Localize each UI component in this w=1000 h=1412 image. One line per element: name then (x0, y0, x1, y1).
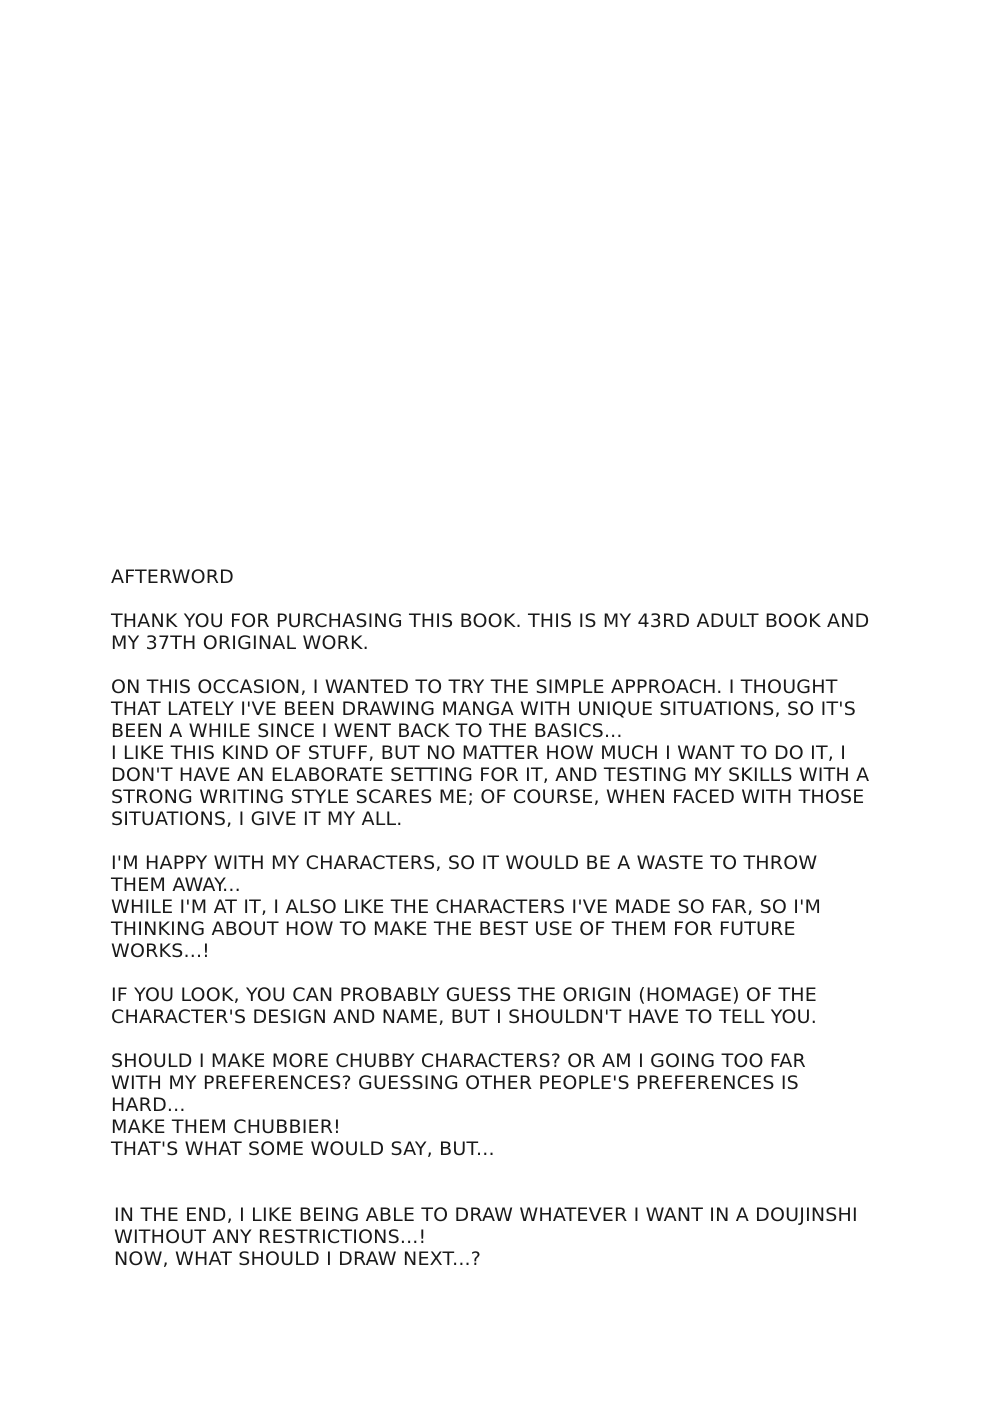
text-line: WITHOUT ANY RESTRICTIONS...! (114, 1226, 427, 1248)
text-line: STRONG WRITING STYLE SCARES ME; OF COURSE, WHEN FACED WITH THOSE (111, 786, 865, 808)
text-line: NOW, WHAT SHOULD I DRAW NEXT...? (114, 1248, 482, 1270)
paragraph-preferences (111, 1050, 911, 1160)
text-line: WITH MY PREFERENCES? GUESSING OTHER PEOPLE'S PREFERENCES IS (111, 1072, 799, 1094)
text-line: THANK YOU FOR PURCHASING THIS BOOK. THIS IS MY 43RD ADULT BOOK AND (111, 610, 870, 632)
text-line: CHARACTER'S DESIGN AND NAME, BUT I SHOULDN'T HAVE TO TELL YOU. (111, 1006, 818, 1028)
text-line: IN THE END, I LIKE BEING ABLE TO DRAW WHATEVER I WANT IN A DOUJINSHI (114, 1204, 858, 1226)
text-line: WORKS...! (111, 940, 210, 962)
text-line: WHILE I'M AT IT, I ALSO LIKE THE CHARACTERS I'VE MADE SO FAR, SO I'M (111, 896, 822, 918)
text-line: DON'T HAVE AN ELABORATE SETTING FOR IT, AND TESTING MY SKILLS WITH A (111, 764, 870, 786)
text-line: SHOULD I MAKE MORE CHUBBY CHARACTERS? OR AM I GOING TOO FAR (111, 1050, 806, 1072)
text-line: THAT LATELY I'VE BEEN DRAWING MANGA WITH UNIQUE SITUATIONS, SO IT'S (111, 698, 856, 720)
paragraph-closing (114, 1204, 911, 1270)
paragraph-approach (111, 676, 911, 830)
paragraph-thanks (111, 610, 911, 654)
text-line: MY 37TH ORIGINAL WORK. (111, 632, 369, 654)
text-line: I'M HAPPY WITH MY CHARACTERS, SO IT WOULD BE A WASTE TO THROW (111, 852, 818, 874)
text-line: THAT'S WHAT SOME WOULD SAY, BUT... (111, 1138, 495, 1160)
text-line: IF YOU LOOK, YOU CAN PROBABLY GUESS THE ORIGIN (HOMAGE) OF THE (111, 984, 817, 1006)
afterword-heading: AFTERWORD (111, 566, 235, 588)
text-line: SITUATIONS, I GIVE IT MY ALL. (111, 808, 403, 830)
text-line: BEEN A WHILE SINCE I WENT BACK TO THE BASICS... (111, 720, 623, 742)
afterword-text-block (111, 566, 911, 1292)
text-line: MAKE THEM CHUBBIER! (111, 1116, 341, 1138)
paragraph-origin (111, 984, 911, 1028)
paragraph-characters (111, 852, 911, 962)
text-line: THEM AWAY... (111, 874, 241, 896)
text-line: THINKING ABOUT HOW TO MAKE THE BEST USE OF THEM FOR FUTURE (111, 918, 796, 940)
text-line: I LIKE THIS KIND OF STUFF, BUT NO MATTER HOW MUCH I WANT TO DO IT, I (111, 742, 847, 764)
text-line: HARD... (111, 1094, 186, 1116)
text-line: ON THIS OCCASION, I WANTED TO TRY THE SIMPLE APPROACH. I THOUGHT (111, 676, 838, 698)
